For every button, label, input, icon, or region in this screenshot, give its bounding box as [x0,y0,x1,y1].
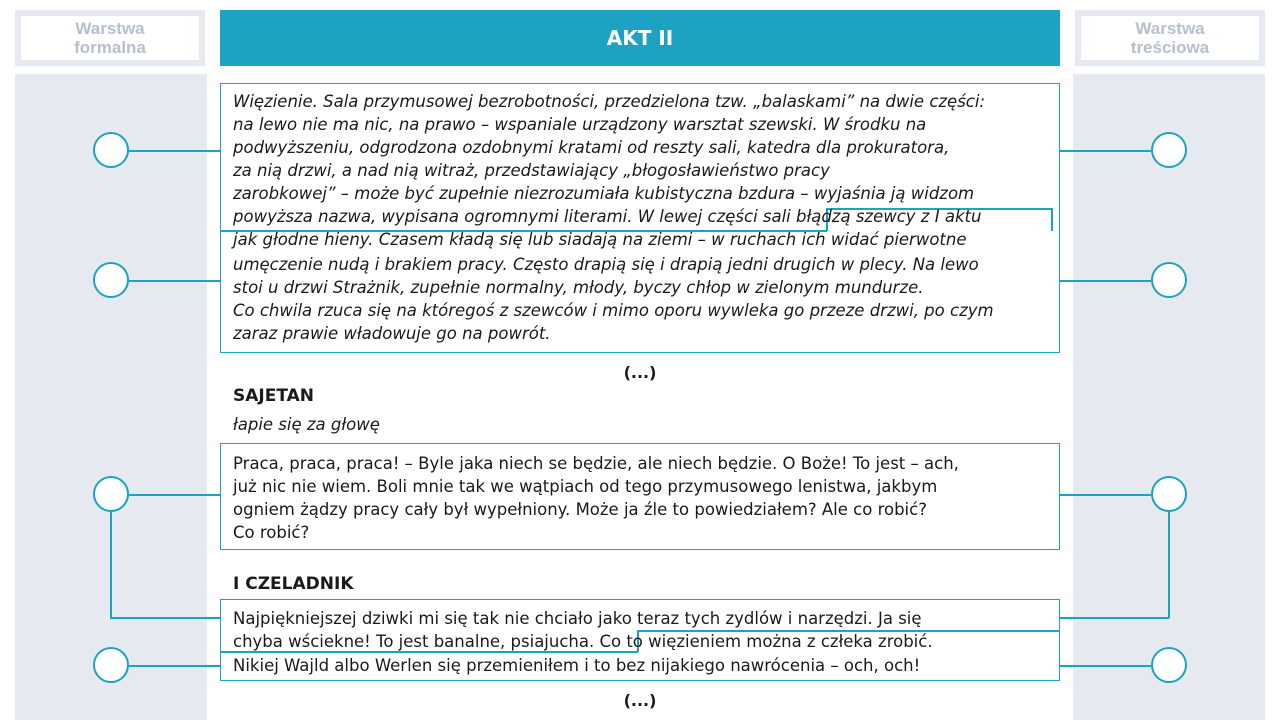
omission-marker: (...) [623,691,657,710]
omission-marker: (...) [623,363,657,382]
sajetan-speech-line: już nic nie wiem. Boli mnie tak we wątpiach od tego przymusowego lenistwa, jakbym [233,477,938,496]
right-layer-header-line-2: treściowa [1130,38,1210,57]
connector-line [129,494,221,496]
right-marker-circle[interactable] [1151,262,1187,298]
sajetan-speech-line: Co robić? [233,523,310,542]
left-marker-circle[interactable] [93,647,129,683]
connector-line [129,665,221,667]
sajetan-speech-line: Praca, praca, praca! – Byle jaka niech se będzie, ale niech będzie. O Boże! To jest – ach, [233,454,959,473]
right-marker-circle[interactable] [1151,132,1187,168]
connector-line [110,512,112,618]
stage-direction-line: jak głodne hieny. Czasem kładą się lub siadają na ziemi – w ruchach ich widać pierwotne [233,230,967,249]
connector-line [129,150,221,152]
stage-direction-line: stoi u drzwi Strażnik, zupełnie normalny, młody, byczy chłop w zielonym mundurze. [233,278,924,297]
stage-direction-line: zarobkowej” – może być zupełnie niezrozumiała kubistyczna bzdura – wyjaśnia ją widzom [233,184,975,203]
stage-direction-line: Więzienie. Sala przymusowej bezrobotności, przedzielona tzw. „balaskami” na dwie części: [233,92,986,111]
connector-line [1168,512,1170,618]
stage-direction-line: na lewo nie ma nic, na prawo – wspaniale urządzony warsztat szewski. W środku na [233,115,927,134]
czeladnik-speech-line: Najpiękniejszej dziwki mi się tak nie chciało jako teraz tych zydlów i narzędzi. Ja się [233,609,922,628]
connector-line [1059,150,1151,152]
right-layer-header [1075,10,1265,66]
act-title: AKT II [220,10,1060,66]
connector-line [1059,665,1151,667]
speaker-name-czeladnik: I CZELADNIK [233,574,354,594]
left-layer-header [15,10,205,66]
left-column-background [15,74,207,720]
right-marker-circle[interactable] [1151,647,1187,683]
speaker-direction: łapie się za głowę [233,415,380,434]
left-layer-header-line-2: formalna [74,38,146,57]
speaker-name-sajetan: SAJETAN [233,386,314,406]
connector-line [1059,617,1169,619]
czeladnik-speech-line: Nikiej Wajld albo Werlen się przemieniłem i to bez nijakiego nawrócenia – och, och! [233,656,921,675]
left-marker-circle[interactable] [93,262,129,298]
stage-direction-line: za nią drzwi, a nad nią witraż, przedstawiający „błogosławieństwo pracy [233,161,830,180]
right-column-background [1073,74,1265,720]
czeladnik-speech-line: chyba wściekne! To jest banalne, psiajucha. Co to więzieniem można z człeka zrobić. [233,632,933,651]
left-layer-header-line-1: Warstwa [75,19,145,38]
connector-line [1059,494,1151,496]
left-marker-circle[interactable] [93,132,129,168]
left-marker-circle[interactable] [93,476,129,512]
stage-direction-line: zaraz prawie władowuje go na powrót. [233,324,551,343]
right-marker-circle[interactable] [1151,476,1187,512]
stage-direction-line: podwyższeniu, odgrodzona ozdobnymi kratami od reszty sali, katedra dla prokuratora, [233,138,950,157]
connector-line [110,617,221,619]
connector-line [129,280,221,282]
right-layer-header-line-1: Warstwa [1135,19,1205,38]
stage-direction-line: umęczenie nudą i brakiem pracy. Często drapią się i drapią jedni drugich w plecy. Na lewo [233,255,979,274]
segment-divider [1051,208,1053,231]
connector-line [1059,280,1151,282]
sajetan-speech-line: ogniem żądzy pracy cały był wypełniony. Może ja źle to powiedziałem? Ale co robić? [233,500,927,519]
stage-direction-line: Co chwila rzuca się na któregoś z szewców i mimo oporu wywleka go przeze drzwi, po czym [233,301,994,320]
stage-direction-line: powyższa nazwa, wypisana ogromnymi literami. W lewej części sali błądzą szewcy z I aktu [233,207,982,226]
